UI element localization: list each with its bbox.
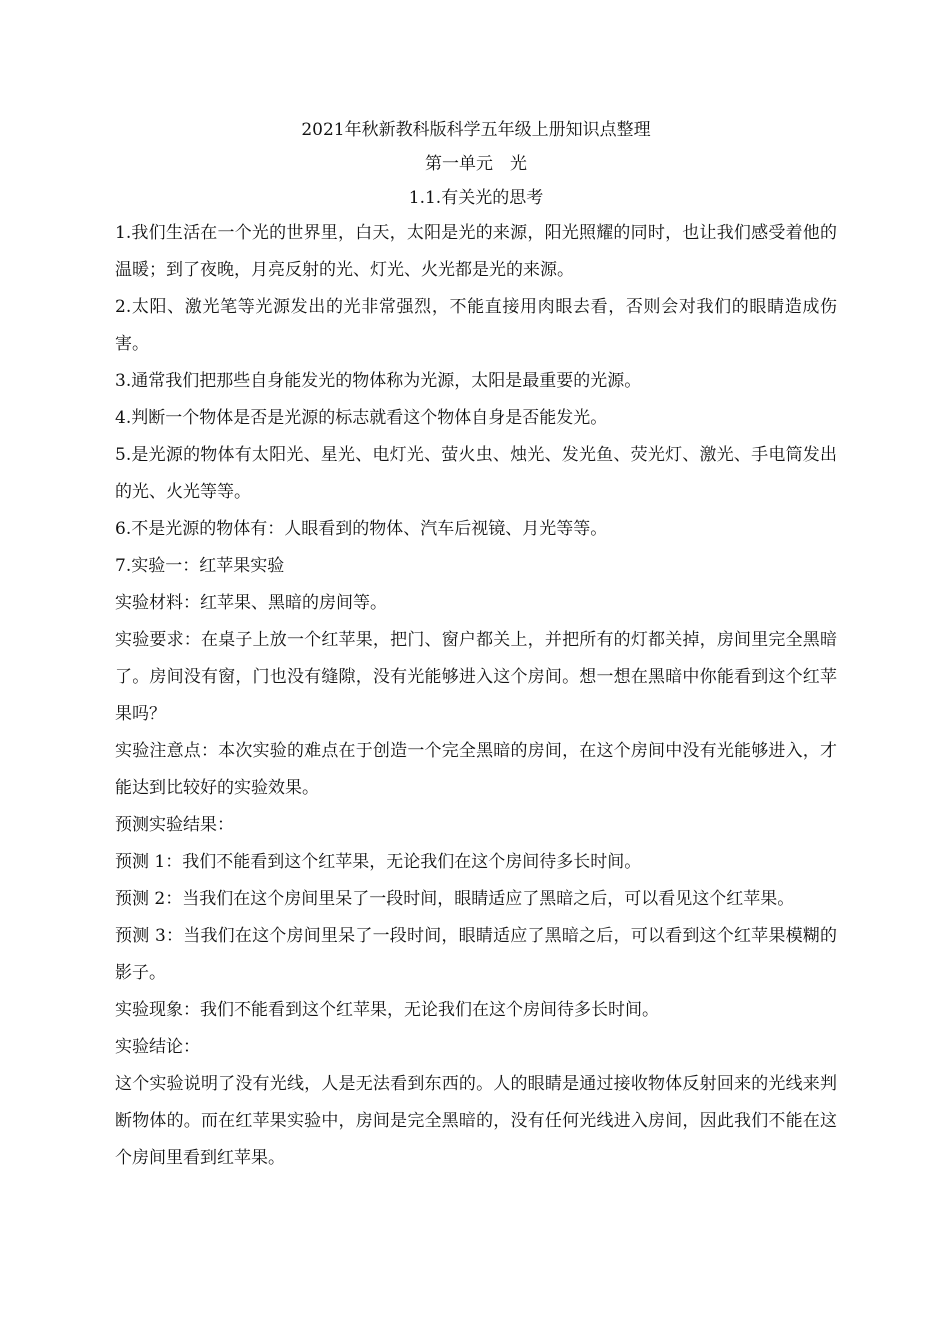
document-title: 2021年秋新教科版科学五年级上册知识点整理 xyxy=(301,120,651,140)
section-title: 1.1.有关光的思考 xyxy=(408,188,544,208)
paragraph: 预测 3：当我们在这个房间里呆了一段时间，眼睛适应了黑暗之后，可以看到这个红苹果模糊的影子。 xyxy=(115,926,837,983)
paragraph: 预测 2：当我们在这个房间里呆了一段时间，眼睛适应了黑暗之后，可以看见这个红苹果。 xyxy=(115,889,795,909)
paragraph: 预测实验结果： xyxy=(115,815,234,835)
paragraph: 实验材料：红苹果、黑暗的房间等。 xyxy=(115,593,387,613)
paragraph: 这个实验说明了没有光线，人是无法看到东西的。人的眼睛是通过接收物体反射回来的光线来判断物体的。而在红苹果实验中，房间是完全黑暗的，没有任何光线进入房间，因此我们不能在这个房间里看到红苹果。 xyxy=(115,1074,837,1168)
paragraph: 6.不是光源的物体有：人眼看到的物体、汽车后视镜、月光等等。 xyxy=(115,519,608,539)
paragraph: 1.我们生活在一个光的世界里，白天，太阳是光的来源，阳光照耀的同时，也让我们感受着他的温暖；到了夜晚，月亮反射的光、灯光、火光都是光的来源。 xyxy=(115,223,837,280)
paragraph: 实验注意点：本次实验的难点在于创造一个完全黑暗的房间，在这个房间中没有光能够进入，才能达到比较好的实验效果。 xyxy=(115,741,837,798)
paragraph: 7.实验一：红苹果实验 xyxy=(115,556,285,576)
paragraph: 2.太阳、激光笔等光源发出的光非常强烈，不能直接用肉眼去看，否则会对我们的眼睛造成伤害。 xyxy=(115,297,837,354)
paragraph: 3.通常我们把那些自身能发光的物体称为光源，太阳是最重要的光源。 xyxy=(115,371,642,391)
paragraph: 5.是光源的物体有太阳光、星光、电灯光、萤火虫、烛光、发光鱼、荧光灯、激光、手电筒发出的光、火光等等。 xyxy=(115,445,837,502)
document-body xyxy=(115,113,837,1177)
paragraph: 预测 1：我们不能看到这个红苹果，无论我们在这个房间待多长时间。 xyxy=(115,852,642,872)
paragraph: 实验要求：在桌子上放一个红苹果，把门、窗户都关上，并把所有的灯都关掉，房间里完全黑暗了。房间没有窗，门也没有缝隙，没有光能够进入这个房间。想一想在黑暗中你能看到这个红苹果吗？ xyxy=(115,630,837,724)
unit-title: 第一单元 光 xyxy=(425,154,527,174)
paragraph: 实验结论： xyxy=(115,1037,200,1057)
paragraph: 实验现象：我们不能看到这个红苹果，无论我们在这个房间待多长时间。 xyxy=(115,1000,659,1020)
paragraph: 4.判断一个物体是否是光源的标志就看这个物体自身是否能发光。 xyxy=(115,408,608,428)
